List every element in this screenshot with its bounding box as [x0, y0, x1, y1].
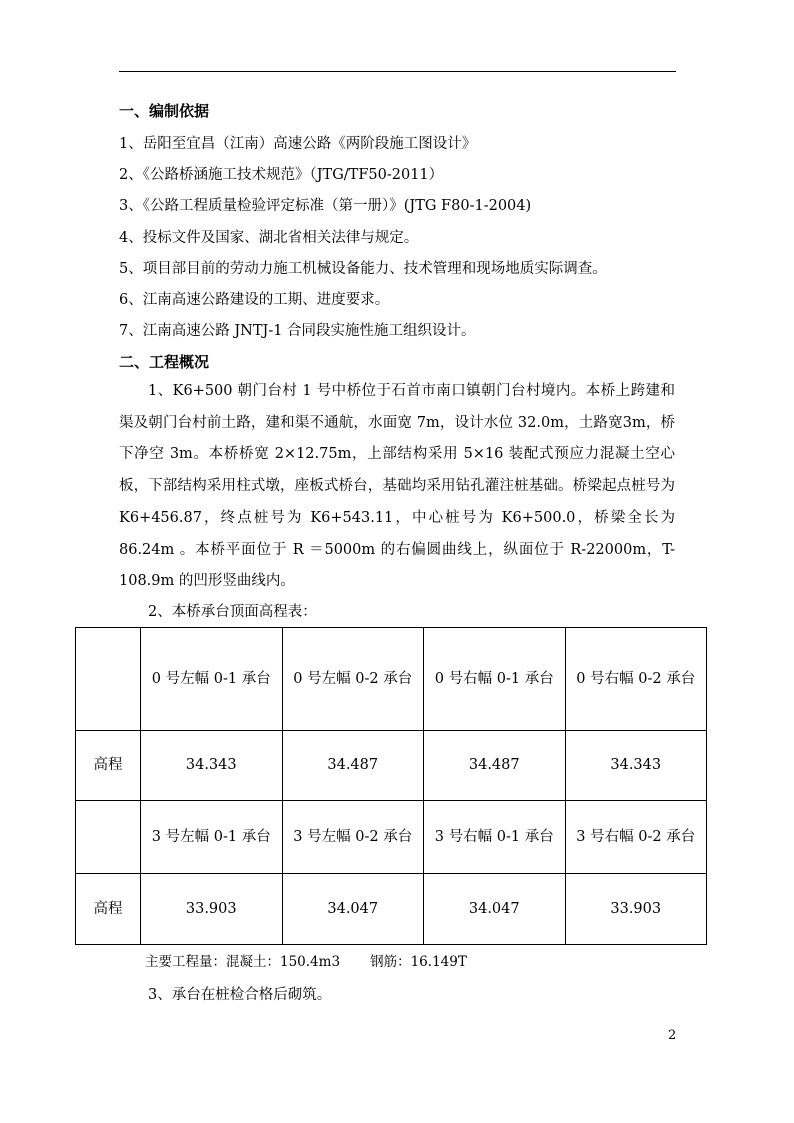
- table-cell: 34.487: [424, 731, 566, 801]
- table-row: [76, 801, 707, 874]
- table-cell: 34.047: [282, 874, 424, 945]
- table-row: [76, 628, 707, 731]
- table-intro: 2、本桥承台顶面高程表：: [148, 604, 317, 620]
- table-cell: 34.487: [282, 731, 424, 801]
- basis-item-5: 5、项目部目前的劳动力施工机械设备能力、技术管理和现场地质实际调查。: [119, 261, 607, 277]
- concrete-quantity: 混凝土：150.4m3: [226, 954, 341, 970]
- overview-paragraph: 1、K6+500 朝门台村 1 号中桥位于石首市南口镇朝门台村境内。本桥上跨建和渠及朝门台村前土路，建和渠不通航，水面宽 7m，设计水位 32.0m，土路宽3m，桥下净空 3m。本桥桥宽 2×12.75m，上部结构采用 5×16 装配式预应力混凝土空心板，下部结构采用柱式墩，座板式桥台，基础均采用钻孔灌注桩基础。桥梁起点桩号为 K6+456.87，终点桩号为 K6+543.11，中心桩号为 K6+500.0，桥梁全长为 86.24m 。本桥平面位于 R ＝5000m 的右偏圆曲线上，纵面位于 R-22000m，T- 108.9m 的凹形竖曲线内。: [119, 383, 675, 590]
- section-title-basis: 一、编制依据: [119, 102, 210, 120]
- basis-item-6: 6、江南高速公路建设的工期、进度要求。: [119, 292, 390, 308]
- table-row-label: 高程: [76, 874, 141, 945]
- table-cell: [76, 801, 141, 874]
- table-row: [76, 731, 707, 801]
- table-header-cell: 3 号左幅 0-1 承台: [141, 801, 283, 874]
- construction-note: 3、承台在桩检合格后砌筑。: [148, 987, 332, 1003]
- basis-item-7: 7、江南高速公路 JNTJ-1 合同段实施性施工组织设计。: [119, 323, 476, 339]
- table-cell: 34.343: [141, 731, 283, 801]
- table-header-cell: 0 号左幅 0-1 承台: [141, 628, 283, 731]
- table-row: [76, 874, 707, 945]
- table-header-cell: 3 号右幅 0-2 承台: [565, 801, 707, 874]
- page-number: 2: [668, 1028, 677, 1043]
- table-row-label: 高程: [76, 731, 141, 801]
- table-header-cell: 3 号左幅 0-2 承台: [282, 801, 424, 874]
- basis-item-2: 2、《公路桥涵施工技术规范》（JTG/TF50-2011）: [119, 167, 444, 183]
- table-cell: 34.047: [424, 874, 566, 945]
- section-title-overview: 二、工程概况: [119, 353, 210, 371]
- table-cell: [76, 628, 141, 731]
- table-cell: 33.903: [565, 874, 707, 945]
- table-header-cell: 0 号右幅 0-1 承台: [424, 628, 566, 731]
- summary-label: 主要工程量：: [145, 954, 226, 970]
- basis-item-1: 1、岳阳至宜昌（江南）高速公路《两阶段施工图设计》: [119, 136, 477, 152]
- pile-cap-elevation-table: [75, 627, 707, 945]
- steel-quantity: 钢筋：16.149T: [370, 954, 467, 970]
- table-header-cell: 0 号左幅 0-2 承台: [282, 628, 424, 731]
- header-rule: [119, 71, 676, 72]
- table-cell: 34.343: [565, 731, 707, 801]
- basis-item-4: 4、投标文件及国家、湖北省相关法律与规定。: [119, 230, 419, 246]
- quantity-summary: [145, 952, 467, 972]
- basis-item-3: 3、《公路工程质量检验评定标准（第一册）》(JTG F80-1-2004): [119, 198, 532, 214]
- table-header-cell: 0 号右幅 0-2 承台: [565, 628, 707, 731]
- table-header-cell: 3 号右幅 0-1 承台: [424, 801, 566, 874]
- table-cell: 33.903: [141, 874, 283, 945]
